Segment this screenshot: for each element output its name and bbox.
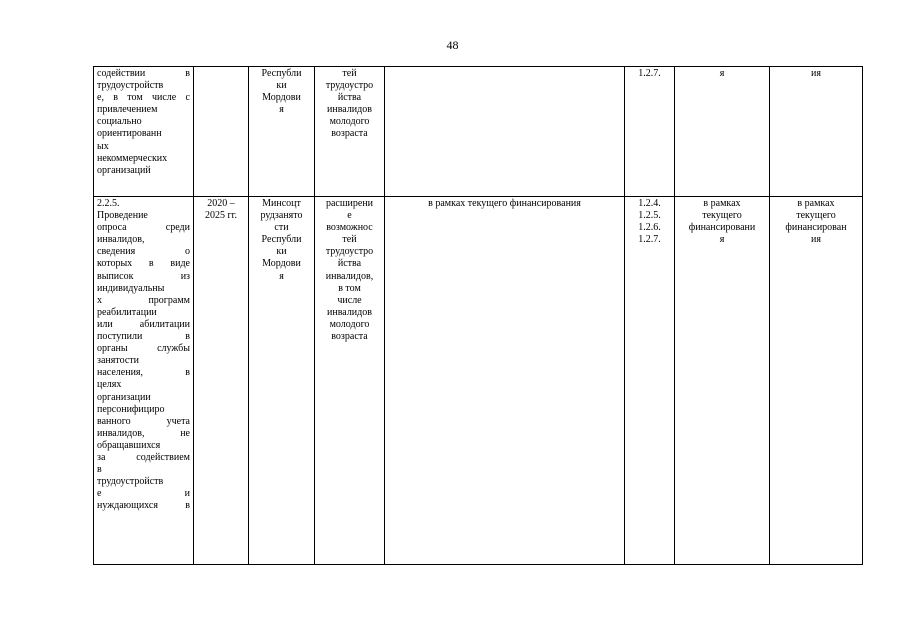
measure-name-line: нуждающихся в [97,500,190,512]
measure-name-line: или абилитации [97,318,190,330]
executor-cell-line: Минсоцт [262,198,301,209]
result-cell [315,197,385,565]
period-cell-line: 2020 – [207,198,235,209]
funding-cell: в рамках текущего финансирования [385,197,625,565]
executor-cell-line: ки [276,80,287,92]
measure-name-line: обращавшихся [97,439,161,451]
indicators-cell-line: 1.2.6. [638,222,661,234]
funding-source-cell [675,197,770,565]
measure-name-line: ых [97,140,109,152]
funding-volume-cell [770,197,863,565]
measure-name-line: за содействием [97,451,190,463]
table-row [94,67,863,197]
measure-name-line: целях [97,379,122,391]
funding-source-cell-line: финансировани [688,222,756,234]
indicators-cell-line: 1.2.7. [638,234,661,246]
measure-name-line: опроса среди [97,222,190,234]
funding-volume-cell-line: ия [811,234,821,246]
measure-name-line: 2.2.5. [97,198,120,209]
indicators-cell [625,67,675,197]
measure-name-line: ориентированн [97,128,162,140]
measure-name-line: е и [97,488,190,500]
result-cell-line: инвалидов, [325,270,374,282]
measure-name-line: социально [97,116,142,128]
measure-name-line: трудоустройств [97,476,164,488]
measure-name-line: инвалидов, [97,234,145,246]
result-cell-line: расширени [325,198,374,209]
funding-source-cell-line: я [719,234,725,246]
result-cell-line: числе [337,294,362,306]
result-cell-line: е [347,210,352,222]
indicators-cell-line: 1.2.7. [638,68,661,79]
measure-name-line: занятости [97,355,139,367]
executor-cell [249,67,315,197]
indicators-cell-line: 1.2.4. [638,198,661,209]
executor-cell-line: рудзанято [260,210,303,222]
measure-name-line: органы службы [97,343,190,355]
executor-cell-line: сти [274,222,289,234]
measure-name-line: которых в виде [97,258,190,270]
measure-name-line: инвалидов, не [97,427,190,439]
result-cell-line: инвалидов [327,104,372,116]
measure-name-line: персонифициро [97,403,165,415]
measure-name-line: в [97,464,102,476]
funding-volume-cell-line: финансирован [785,222,847,234]
executor-cell-line: Республи [261,68,302,79]
measure-name-line: х программ [97,294,190,306]
result-cell-line: молодого [329,116,370,128]
measure-name-line: индивидуальны [97,282,165,294]
measure-name-line: организации [97,391,151,403]
funding-volume-cell-line: ия [811,68,821,79]
measure-name-line: ванного учета [97,415,190,427]
executor-cell-line: ки [276,246,287,258]
executor-cell-line: Мордови [262,92,301,104]
executor-cell-line: я [279,270,284,282]
measure-name-line: реабилитации [97,306,157,318]
funding-cell [385,67,625,197]
result-cell-line: инвалидов [327,306,372,318]
executor-cell-line: Мордови [262,258,301,270]
measure-name-line: трудоустройств [97,80,164,92]
result-cell-line: трудоустро [325,80,374,92]
result-cell-line: тей [342,68,357,79]
measure-name-line: содействии в [97,68,190,79]
table-row [94,197,863,565]
result-cell-line: в том [338,282,361,294]
indicators-cell [625,197,675,565]
measure-name-line: Проведение [97,210,148,222]
period-cell [194,67,249,197]
funding-source-cell-line: в рамках [703,198,741,209]
funding-volume-cell-line: текущего [796,210,836,222]
indicators-cell-line: 1.2.5. [638,210,661,222]
measure-name-line: е, в том числе с [97,92,190,104]
measure-name-line: выписок из [97,270,190,282]
result-cell-line: йства [337,92,362,104]
executor-cell-line: Республи [261,234,302,246]
executor-cell-line: я [279,104,284,116]
result-cell-line: возраста [331,331,368,343]
period-cell-line: 2025 гг. [204,210,238,222]
measure-name-line: населения, в [97,367,190,379]
funding-volume-cell-line: в рамках [797,198,835,209]
result-cell-line: тей [342,234,357,246]
result-cell-line: трудоустро [325,246,374,258]
result-cell [315,67,385,197]
measures-table [93,66,863,565]
measure-name-line: организаций [97,164,151,176]
funding-source-cell [675,67,770,197]
funding-source-cell-line: я [719,68,725,79]
measure-name-line: привлечением [97,104,158,116]
result-cell-line: йства [337,258,362,270]
measure-name-line: некоммерческих [97,152,168,164]
result-cell-line: молодого [329,318,370,330]
measure-name-line: поступили в [97,331,190,343]
measure-name-line: сведения о [97,246,190,258]
measure-name-cell [94,197,194,565]
executor-cell [249,197,315,565]
measure-name-cell [94,67,194,197]
result-cell-line: возраста [331,128,368,140]
result-cell-line: возможнос [326,222,373,234]
funding-source-cell-line: текущего [702,210,742,222]
funding-volume-cell [770,67,863,197]
page-number: 48 [446,38,459,52]
period-cell [194,197,249,565]
